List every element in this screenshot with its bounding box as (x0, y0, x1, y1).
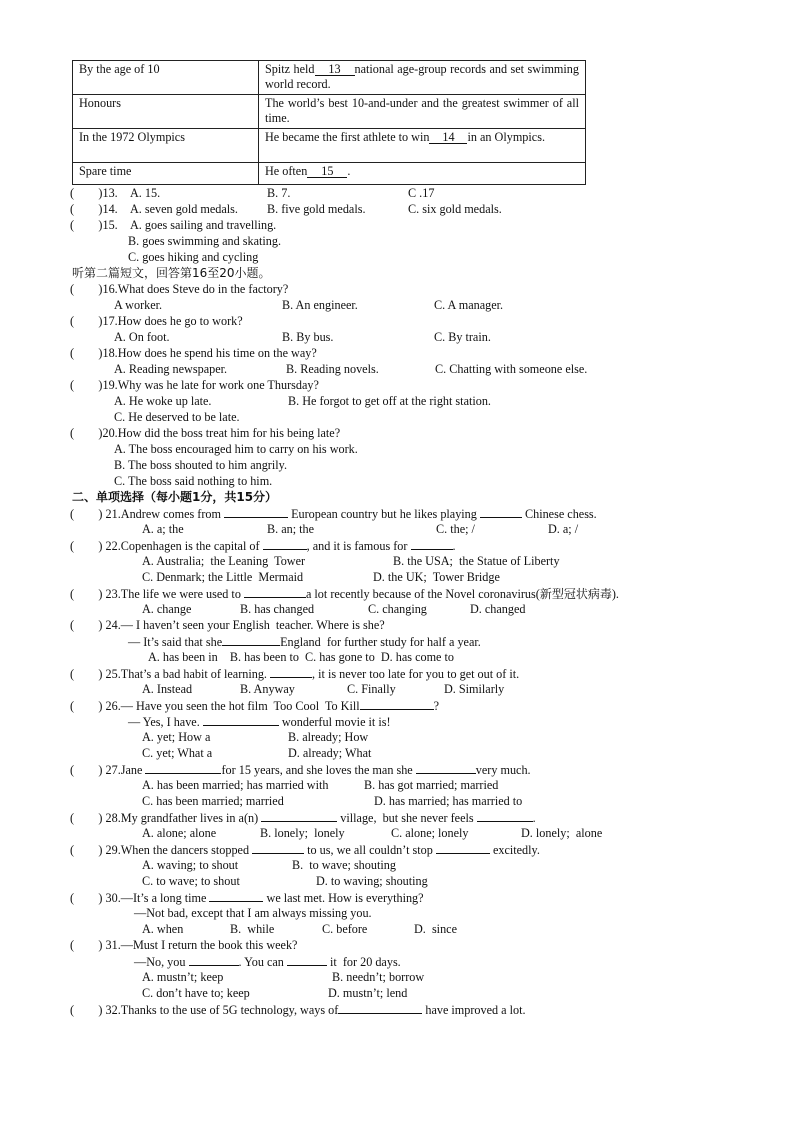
question-21: ( ) 21.Andrew comes from European country but he likes playing Chinese chess. (70, 507, 597, 521)
question-31-options-cd: C. don’t have to; keep D. mustn’t; lend (142, 986, 408, 1000)
table-row (73, 163, 586, 185)
question-26-options-ab: A. yet; How a B. already; How (142, 730, 369, 744)
question-22: ( ) 22.Copenhagen is the capital of , and it is famous for . (70, 539, 456, 553)
answer-blank (203, 713, 279, 726)
table-cell-right: Spitz held 13 national age-group records and set swimming world record. (259, 61, 586, 95)
question-15-option-c: C. goes hiking and cycling (128, 250, 259, 264)
question-17: ( )17.How does he go to work? (70, 314, 243, 328)
question-32: ( ) 32.Thanks to the use of 5G technology, ways of have improved a lot. (70, 1003, 526, 1017)
question-23: ( ) 23.The life we were used to a lot recently because of the Novel coronavirus(新型冠状病毒). (70, 587, 619, 601)
question-31-options-ab: A. mustn’t; keep B. needn’t; borrow (142, 970, 425, 984)
question-19: ( )19.Why was he late for work one Thursday? (70, 378, 319, 392)
question-20: ( )20.How did the boss treat him for his being late? (70, 426, 341, 440)
question-19-options: A. He woke up late. B. He forgot to get off at the right station. (114, 394, 491, 408)
question-27: ( ) 27.Jane for 15 years, and she loves the man she very much. (70, 763, 531, 777)
table-row (73, 61, 586, 95)
question-15-option-b: B. goes swimming and skating. (128, 234, 282, 248)
question-29-options-cd: C. to wave; to shout D. to waving; shouting (142, 874, 428, 888)
question-13: ( )13. A. 15. B. 7. C .17 (70, 186, 435, 200)
question-30: ( ) 30.—It’s a long time we last met. How is everything? (70, 891, 424, 905)
question-19-option-c: C. He deserved to be late. (114, 410, 240, 424)
table-cell-right: He became the first athlete to win 14 in an Olympics. (259, 129, 586, 163)
blank-15: 15 (307, 165, 347, 178)
question-26-options-cd: C. yet; What a D. already; What (142, 746, 372, 760)
answer-blank (411, 537, 453, 550)
question-29: ( ) 29.When the dancers stopped to us, we all couldn’t stop excitedly. (70, 843, 540, 857)
question-24-options: A. has been in B. has been to C. has gone to D. has come to (148, 650, 454, 664)
question-27-options-cd: C. has been married; married D. has married; has married to (142, 794, 523, 808)
answer-blank (189, 953, 239, 966)
table-cell-left: Honours (73, 95, 259, 129)
question-29-options-ab: A. waving; to shout B. to wave; shouting (142, 858, 396, 872)
question-22-options-cd: C. Denmark; the Little Mermaid D. the UK; Tower Bridge (142, 570, 500, 584)
question-28-options: A. alone; alone B. lonely; lonely C. alone; lonely D. lonely; alone (142, 826, 603, 840)
table-row (73, 129, 586, 163)
question-27-options-ab: A. has been married; has married with B. has got married; married (142, 778, 499, 792)
table-cell-right: The world’s best 10-and-under and the greatest swimmer of all time. (259, 95, 586, 129)
question-21-options: A. a; the B. an; the C. the; / D. a; / (142, 522, 579, 536)
table-cell-left: By the age of 10 (73, 61, 259, 95)
table-cell-left: Spare time (73, 163, 259, 185)
question-18-options: A. Reading newspaper. B. Reading novels. C. Chatting with someone else. (114, 362, 588, 376)
question-24: ( ) 24.— I haven’t seen your English teacher. Where is she? (70, 618, 385, 632)
answer-blank (145, 761, 221, 774)
question-31-line2: —No, you . You can it for 20 days. (134, 955, 401, 969)
question-30-line2: —Not bad, except that I am always missing you. (134, 906, 372, 920)
table-cell-right: He often 15 . (259, 163, 586, 185)
question-31: ( ) 31.—Must I return the book this week? (70, 938, 298, 952)
question-26: ( ) 26.— Have you seen the hot film Too Cool To Kill ? (70, 699, 440, 713)
question-26-line2: — Yes, I have. wonderful movie it is! (128, 715, 391, 729)
answer-blank (263, 537, 307, 550)
question-16: ( )16.What does Steve do in the factory? (70, 282, 289, 296)
blank-14: 14 (429, 131, 467, 144)
answer-blank (224, 505, 288, 518)
answer-blank (287, 953, 327, 966)
question-20-option-a: A. The boss encouraged him to carry on his work. (114, 442, 358, 456)
question-15: ( )15. A. goes sailing and travelling. (70, 218, 277, 232)
answer-blank (209, 889, 263, 902)
answer-blank (480, 505, 522, 518)
question-17-options: A. On foot. B. By bus. C. By train. (114, 330, 491, 344)
answer-blank (244, 585, 306, 598)
answer-blank (360, 697, 434, 710)
answer-blank (416, 761, 476, 774)
question-20-option-b: B. The boss shouted to him angrily. (114, 458, 287, 472)
part2-instruction: 听第二篇短文，回答第16至20小题。 (72, 266, 271, 280)
table-cell-left: In the 1972 Olympics (73, 129, 259, 163)
question-16-options: A worker. B. An engineer. C. A manager. (114, 298, 504, 312)
answer-blank (261, 809, 337, 822)
answer-blank (338, 1001, 422, 1014)
answer-blank (252, 841, 304, 854)
question-23-options: A. change B. has changed C. changing D. changed (142, 602, 526, 616)
question-22-options-ab: A. Australia; the Leaning Tower B. the USA; the Statue of Liberty (142, 554, 560, 568)
question-24-line2: — It’s said that she England for further study for half a year. (128, 635, 481, 649)
question-25-options: A. Instead B. Anyway C. Finally D. Similarly (142, 682, 505, 696)
answer-blank (477, 809, 533, 822)
table-row (73, 95, 586, 129)
question-14: ( )14. A. seven gold medals. B. five gold medals. C. six gold medals. (70, 202, 502, 216)
question-20-option-c: C. The boss said nothing to him. (114, 474, 273, 488)
answer-blank (436, 841, 490, 854)
info-table (72, 60, 586, 185)
question-28: ( ) 28.My grandfather lives in a(n) village, but she never feels . (70, 811, 536, 825)
section-title: 二、单项选择（每小题1分，共15分） (72, 490, 278, 504)
blank-13: 13 (315, 63, 355, 76)
question-30-options: A. when B. while C. before D. since (142, 922, 457, 936)
answer-blank (270, 665, 312, 678)
question-25: ( ) 25.That’s a bad habit of learning. , it is never too late for you to get out of it. (70, 667, 520, 681)
answer-blank (222, 633, 280, 646)
question-18: ( )18.How does he spend his time on the way? (70, 346, 317, 360)
